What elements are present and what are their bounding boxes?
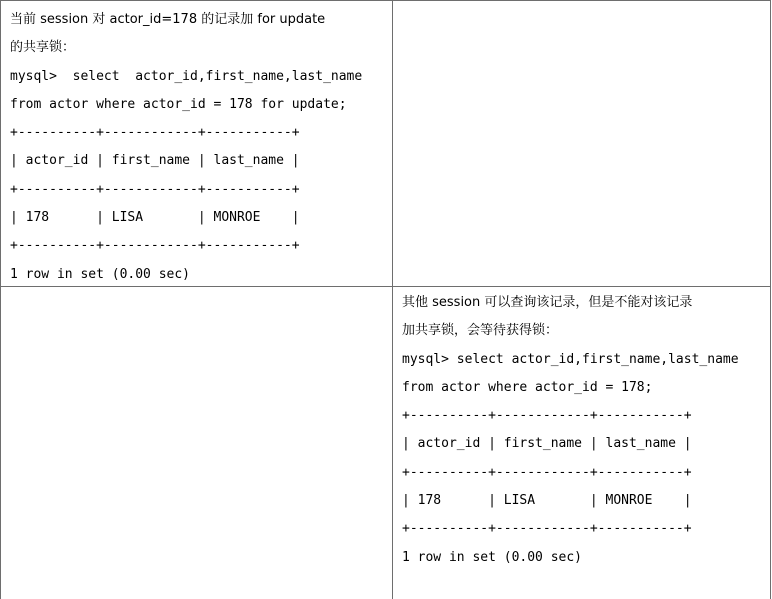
session1-row-count: 1 row in set (0.00 sec) (10, 266, 191, 282)
table-border-right (770, 0, 771, 599)
table-border-middle (392, 0, 393, 599)
session2-sql-line1: mysql> select actor_id,first_name,last_name (402, 351, 739, 367)
session1-description-line2: 的共享锁： (10, 40, 76, 56)
session1-result-border-top: +----------+------------+-----------+ (10, 125, 300, 141)
session2-result-border-mid: +----------+------------+-----------+ (402, 464, 692, 480)
session2-result-border-bottom: +----------+------------+-----------+ (402, 521, 692, 537)
session1-result-row: | 178 | LISA | MONROE | (10, 210, 300, 226)
session1-cell (10, 6, 390, 286)
session2-result-border-top: +----------+------------+-----------+ (402, 408, 692, 424)
session1-result-header: | actor_id | first_name | last_name | (10, 153, 300, 169)
session1-result-border-bottom: +----------+------------+-----------+ (10, 238, 300, 254)
table-row-divider (0, 286, 771, 287)
session2-result-header: | actor_id | first_name | last_name | (402, 436, 692, 452)
session2-sql-line2: from actor where actor_id = 178; (402, 379, 653, 395)
session2-result-row: | 178 | LISA | MONROE | (402, 493, 692, 509)
session1-sql-line2: from actor where actor_id = 178 for update; (10, 96, 347, 112)
session1-description-line1: 当前 session 对 actor_id=178 的记录加 for update (10, 12, 326, 27)
session2-row-count: 1 row in set (0.00 sec) (402, 549, 583, 565)
session2-cell (402, 289, 768, 597)
session1-sql-line1: mysql> select actor_id,first_name,last_name (10, 68, 363, 84)
session2-description-line1: 其他 session 可以查询该记录，但是不能对该记录 (402, 295, 693, 310)
session1-result-border-mid: +----------+------------+-----------+ (10, 181, 300, 197)
table-border-left (0, 0, 1, 599)
table-border-top (0, 0, 771, 1)
session2-description-line2: 加共享锁，会等待获得锁： (402, 323, 559, 339)
